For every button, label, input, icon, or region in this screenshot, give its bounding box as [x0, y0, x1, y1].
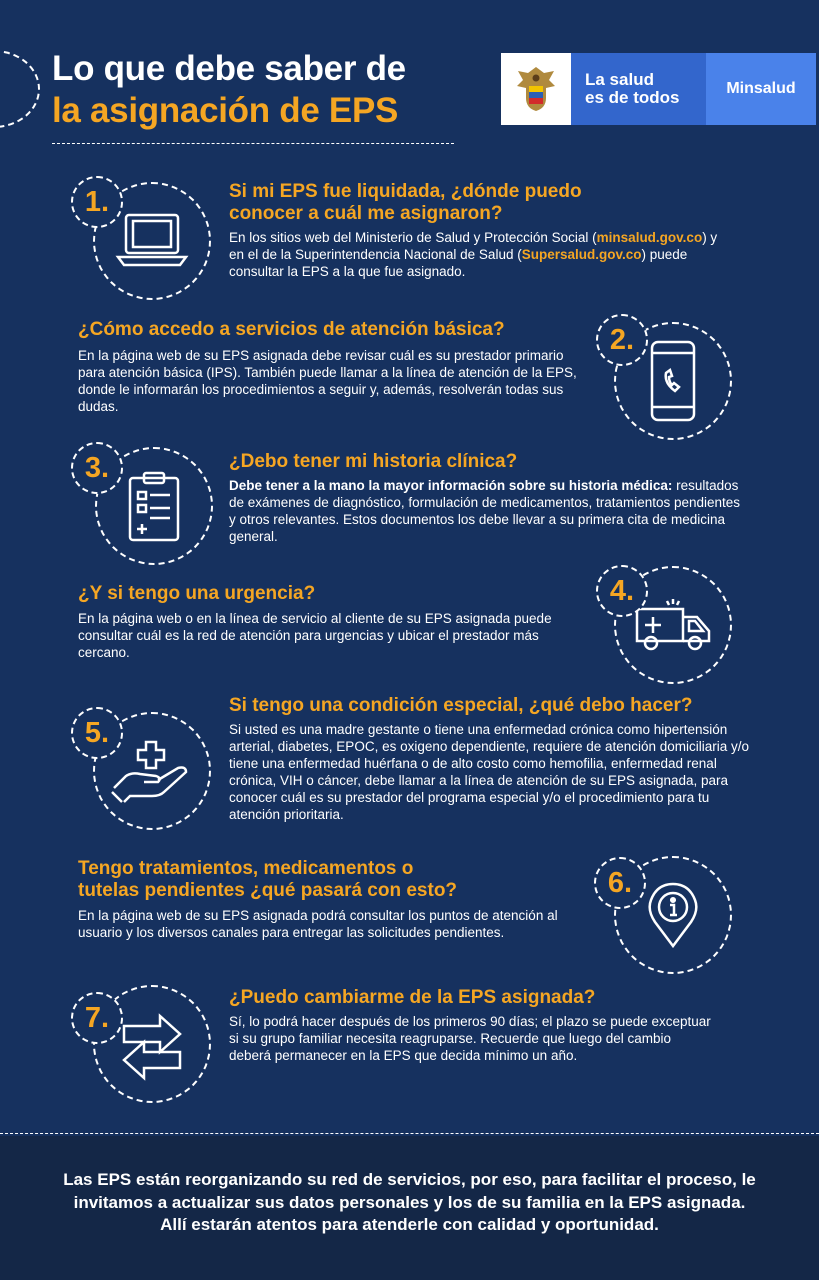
page-title-line1: Lo que debe saber de: [52, 49, 406, 88]
section-3-text-bold: Debe tener a la mano la mayor información sobre su historia médica:: [229, 478, 673, 493]
section-1-text-c: ) puede consultar la EPS a la que fue asignado.: [229, 247, 688, 279]
section-1-text-a: En los sitios web del Ministerio de Salud y Protección Social (: [229, 230, 597, 245]
section-7-text: Sí, lo podrá hacer después de los primeros 90 días; el plazo se puede exceptuar si su grupo familiar necesita reagruparse. Recuerde que luego del cambio deberá permanecer en la EPS que decida mínimo un año.: [229, 1014, 711, 1063]
section-1-text-b: ) y en el de la Superintendencia Nacional de Salud (: [229, 230, 718, 262]
section-5-text: Si usted es una madre gestante o tiene una enfermedad crónica como hipertensión arterial, diabetes, EPOC, es oxigeno dependiente, requiere de atención domiciliaria y/o tiene una enfermedad huérfana o de alto costo como hemofilia, enfermedad renal crónica, VIH o cáncer, debe llamar a la línea de atención de su EPS asignada, para conocer cuál es su prestador del programa especial y/o el procedimiento para tu atención prioritaria.: [229, 722, 750, 822]
title-divider: [52, 143, 454, 144]
section-4-question: ¿Y si tengo una urgencia?: [78, 583, 316, 604]
page-title: [52, 48, 406, 132]
clipboard-icon: [126, 470, 182, 542]
supersalud-link[interactable]: Supersalud.gov.co: [521, 247, 642, 262]
coat-of-arms-icon: [501, 53, 571, 125]
laptop-icon: [114, 211, 190, 271]
logo-slogan-line2: es de todos: [585, 88, 680, 107]
section-4-number: 4.: [596, 565, 648, 617]
info-pin-icon: [645, 880, 701, 950]
phone-icon: [649, 339, 697, 423]
section-6-number: 6.: [594, 857, 646, 909]
section-5-question: Si tengo una condición especial, ¿qué debo hacer?: [229, 695, 693, 716]
footer: [0, 1136, 819, 1280]
swap-arrows-icon: [114, 1006, 190, 1082]
logo-slogan-line1: La salud: [585, 70, 654, 89]
section-1-question-line1: Si mi EPS fue liquidada, ¿dónde puedo: [229, 181, 582, 202]
minsalud-logo: [501, 53, 816, 125]
logo-slogan: [571, 53, 706, 125]
section-3-text-rest: resultados de exámenes de diagnóstico, formulación de medicamentos, tratamientos pendientes y otros relevantes. Estos documentos los debe llevar a su primera cita de medicina general.: [229, 478, 741, 544]
section-1-text: [229, 229, 729, 280]
section-5-number: 5.: [71, 707, 123, 759]
footer-text: Las EPS están reorganizando su red de servicios, por eso, para facilitar el proceso, le invitamos a actualizar sus datos personales y los de su familia en la EPS asignada. Allí estarán atentos para atenderle con calidad y oportunidad.: [63, 1170, 756, 1235]
ambulance-icon: [633, 595, 713, 655]
footer-divider: [0, 1133, 819, 1134]
section-6-question-line1: Tengo tratamientos, medicamentos o: [78, 858, 414, 879]
section-3-text: [229, 477, 744, 545]
section-6-question-line2: tutelas pendientes ¿qué pasará con esto?: [78, 880, 458, 901]
section-7-question: ¿Puedo cambiarme de la EPS asignada?: [229, 987, 596, 1008]
decorative-circle: [0, 50, 40, 128]
section-7-number: 7.: [71, 992, 123, 1044]
section-6-text: En la página web de su EPS asignada podrá consultar los puntos de atención al usuario y los diversos canales para entregar las solicitudes pendientes.: [78, 908, 558, 940]
section-1-number: 1.: [71, 176, 123, 228]
section-3-number: 3.: [71, 442, 123, 494]
page-title-line2: la asignación de EPS: [52, 91, 399, 130]
section-2-text: En la página web de su EPS asignada debe revisar cuál es su prestador primario para atención básica (IPS). También puede llamar a la línea de atención de la EPS, donde le informarán los procedimientos a seguir y, además, resolverán todas sus dudas.: [78, 348, 577, 414]
section-4-text: En la página web o en la línea de servicio al cliente de su EPS asignada puede consultar cuál es la red de atención para urgencias y ubicar el prestador más cercano.: [78, 611, 552, 660]
minsalud-link[interactable]: minsalud.gov.co: [596, 230, 703, 245]
section-1-question: [229, 181, 582, 225]
hand-care-icon: [110, 736, 194, 806]
logo-brand: Minsalud: [706, 53, 816, 125]
section-3-question: ¿Debo tener mi historia clínica?: [229, 451, 518, 472]
section-2-question: ¿Cómo accedo a servicios de atención básica?: [78, 319, 505, 340]
section-1-question-line2: conocer a cuál me asignaron?: [229, 203, 503, 224]
section-6-question: [78, 858, 457, 902]
section-2-number: 2.: [596, 314, 648, 366]
